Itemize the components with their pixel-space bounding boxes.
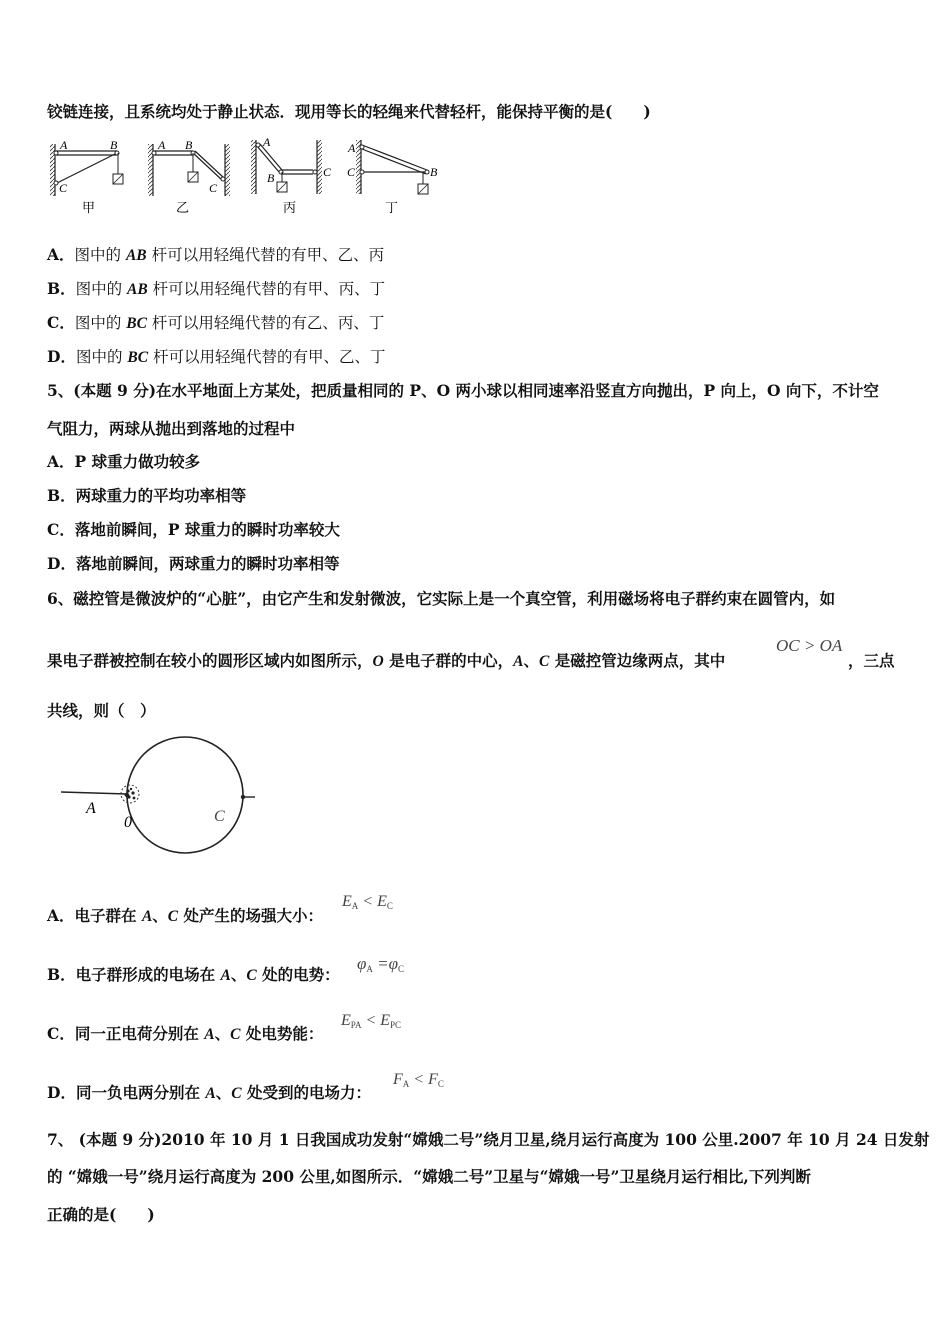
q6-option-b: B．电子群形成的电场在 A、C 处的电势：: [47, 965, 340, 984]
hinge-rod-diagrams: [45, 136, 445, 216]
svg-text:A: A: [348, 141, 356, 155]
q6-option-c-formula: $E_{PA} < E_{PC}$: [341, 1012, 402, 1030]
diagram-ding: [347, 140, 438, 215]
q5-stem-line2: 气阻力，两球从抛出到落地的过程中: [47, 419, 296, 438]
svg-text:C: C: [209, 181, 218, 195]
label-a: A: [86, 800, 96, 817]
q6-option-b-formula: $\varphi_A =\varphi_C$: [357, 954, 405, 974]
caption-yi: 乙: [176, 200, 190, 215]
caption-ding: 丁: [385, 200, 399, 215]
q6-stem-line2-end: ，三点: [848, 651, 895, 670]
caption-jia: 甲: [82, 200, 96, 215]
diagram-yi: [148, 138, 230, 215]
label-c: C: [214, 808, 225, 825]
q4-option-c: C．图中的 BC 杆可以用轻绳代替的有乙、丙、丁: [47, 313, 385, 332]
q6-stem-line2: 果电子群被控制在较小的圆形区域内如图所示，O 是电子群的中心，A、C 是磁控管边缘两点，其中: [47, 651, 726, 670]
q5-stem-line1: 5、(本题 9 分)在水平地面上方某处，把质量相同的 P、O 两小球以相同速率沿竖直方向抛出，P 向上，O 向下，不计空: [47, 381, 879, 400]
diagram-jia: [50, 138, 123, 215]
q6-stem-line3: 共线，则（ ）: [47, 701, 156, 720]
q4-option-a: A．图中的 AB 杆可以用轻绳代替的有甲、乙、丙: [47, 245, 385, 264]
q7-stem-line3: 正确的是( ): [47, 1205, 155, 1224]
label-a: A: [60, 138, 68, 152]
svg-text:A: A: [158, 138, 166, 152]
q4-option-b: B．图中的 AB 杆可以用轻绳代替的有甲、丙、丁: [47, 279, 386, 298]
q6-option-a: A．电子群在 A、C 处产生的场强大小：: [47, 906, 324, 925]
q5-option-c: C．落地前瞬间，P 球重力的瞬时功率较大: [47, 520, 340, 539]
q7-stem-line1: 7、 (本题 9 分)2010 年 10 月 1 日我国成功发射“嫦娥二号”绕月卫星,绕月运行高度为 100 公里.2007 年 10 月 24 日发射: [47, 1130, 930, 1149]
q7-stem-line2: 的 “嫦娥一号”绕月运行高度为 200 公里,如图所示．“嫦娥二号”卫星与“嫦娥一号”卫星绕月运行相比,下列判断: [47, 1167, 811, 1186]
label-b: B: [110, 138, 118, 152]
q5-option-d: D．落地前瞬间，两球重力的瞬时功率相等: [47, 554, 340, 573]
label-c: C: [59, 181, 68, 195]
q6-stem-line1: 6、磁控管是微波炉的“心脏”，由它产生和发射微波，它实际上是一个真空管，利用磁场将电子群约束在圆管内，如: [47, 589, 836, 608]
q5-option-b: B．两球重力的平均功率相等: [47, 486, 247, 505]
q6-option-c: C．同一正电荷分别在 A、C 处电势能：: [47, 1024, 324, 1043]
svg-text:B: B: [430, 165, 438, 179]
q6-condition: OC > OA: [776, 636, 843, 655]
question-intro: 铰链连接，且系统均处于静止状态．现用等长的轻绳来代替轻杆，能保持平衡的是( ): [47, 102, 651, 121]
label-o: 0: [124, 814, 132, 831]
q6-option-d-formula: $F_A < F_C$: [393, 1071, 444, 1089]
magnetron-diagram: [56, 733, 266, 863]
svg-text:B: B: [185, 138, 193, 152]
q6-option-d: D．同一负电两分别在 A、C 处受到的电场力：: [47, 1083, 371, 1102]
diagram-bing: [251, 136, 332, 215]
svg-text:A: A: [263, 136, 271, 149]
caption-bing: 丙: [283, 200, 297, 215]
q5-option-a: A．P 球重力做功较多: [47, 452, 201, 471]
q4-option-d: D．图中的 BC 杆可以用轻绳代替的有甲、乙、丁: [47, 347, 386, 366]
svg-text:B: B: [267, 171, 275, 185]
svg-text:C: C: [347, 165, 356, 179]
q6-option-a-formula: $E_A < E_C$: [342, 893, 393, 911]
svg-text:C: C: [323, 165, 332, 179]
